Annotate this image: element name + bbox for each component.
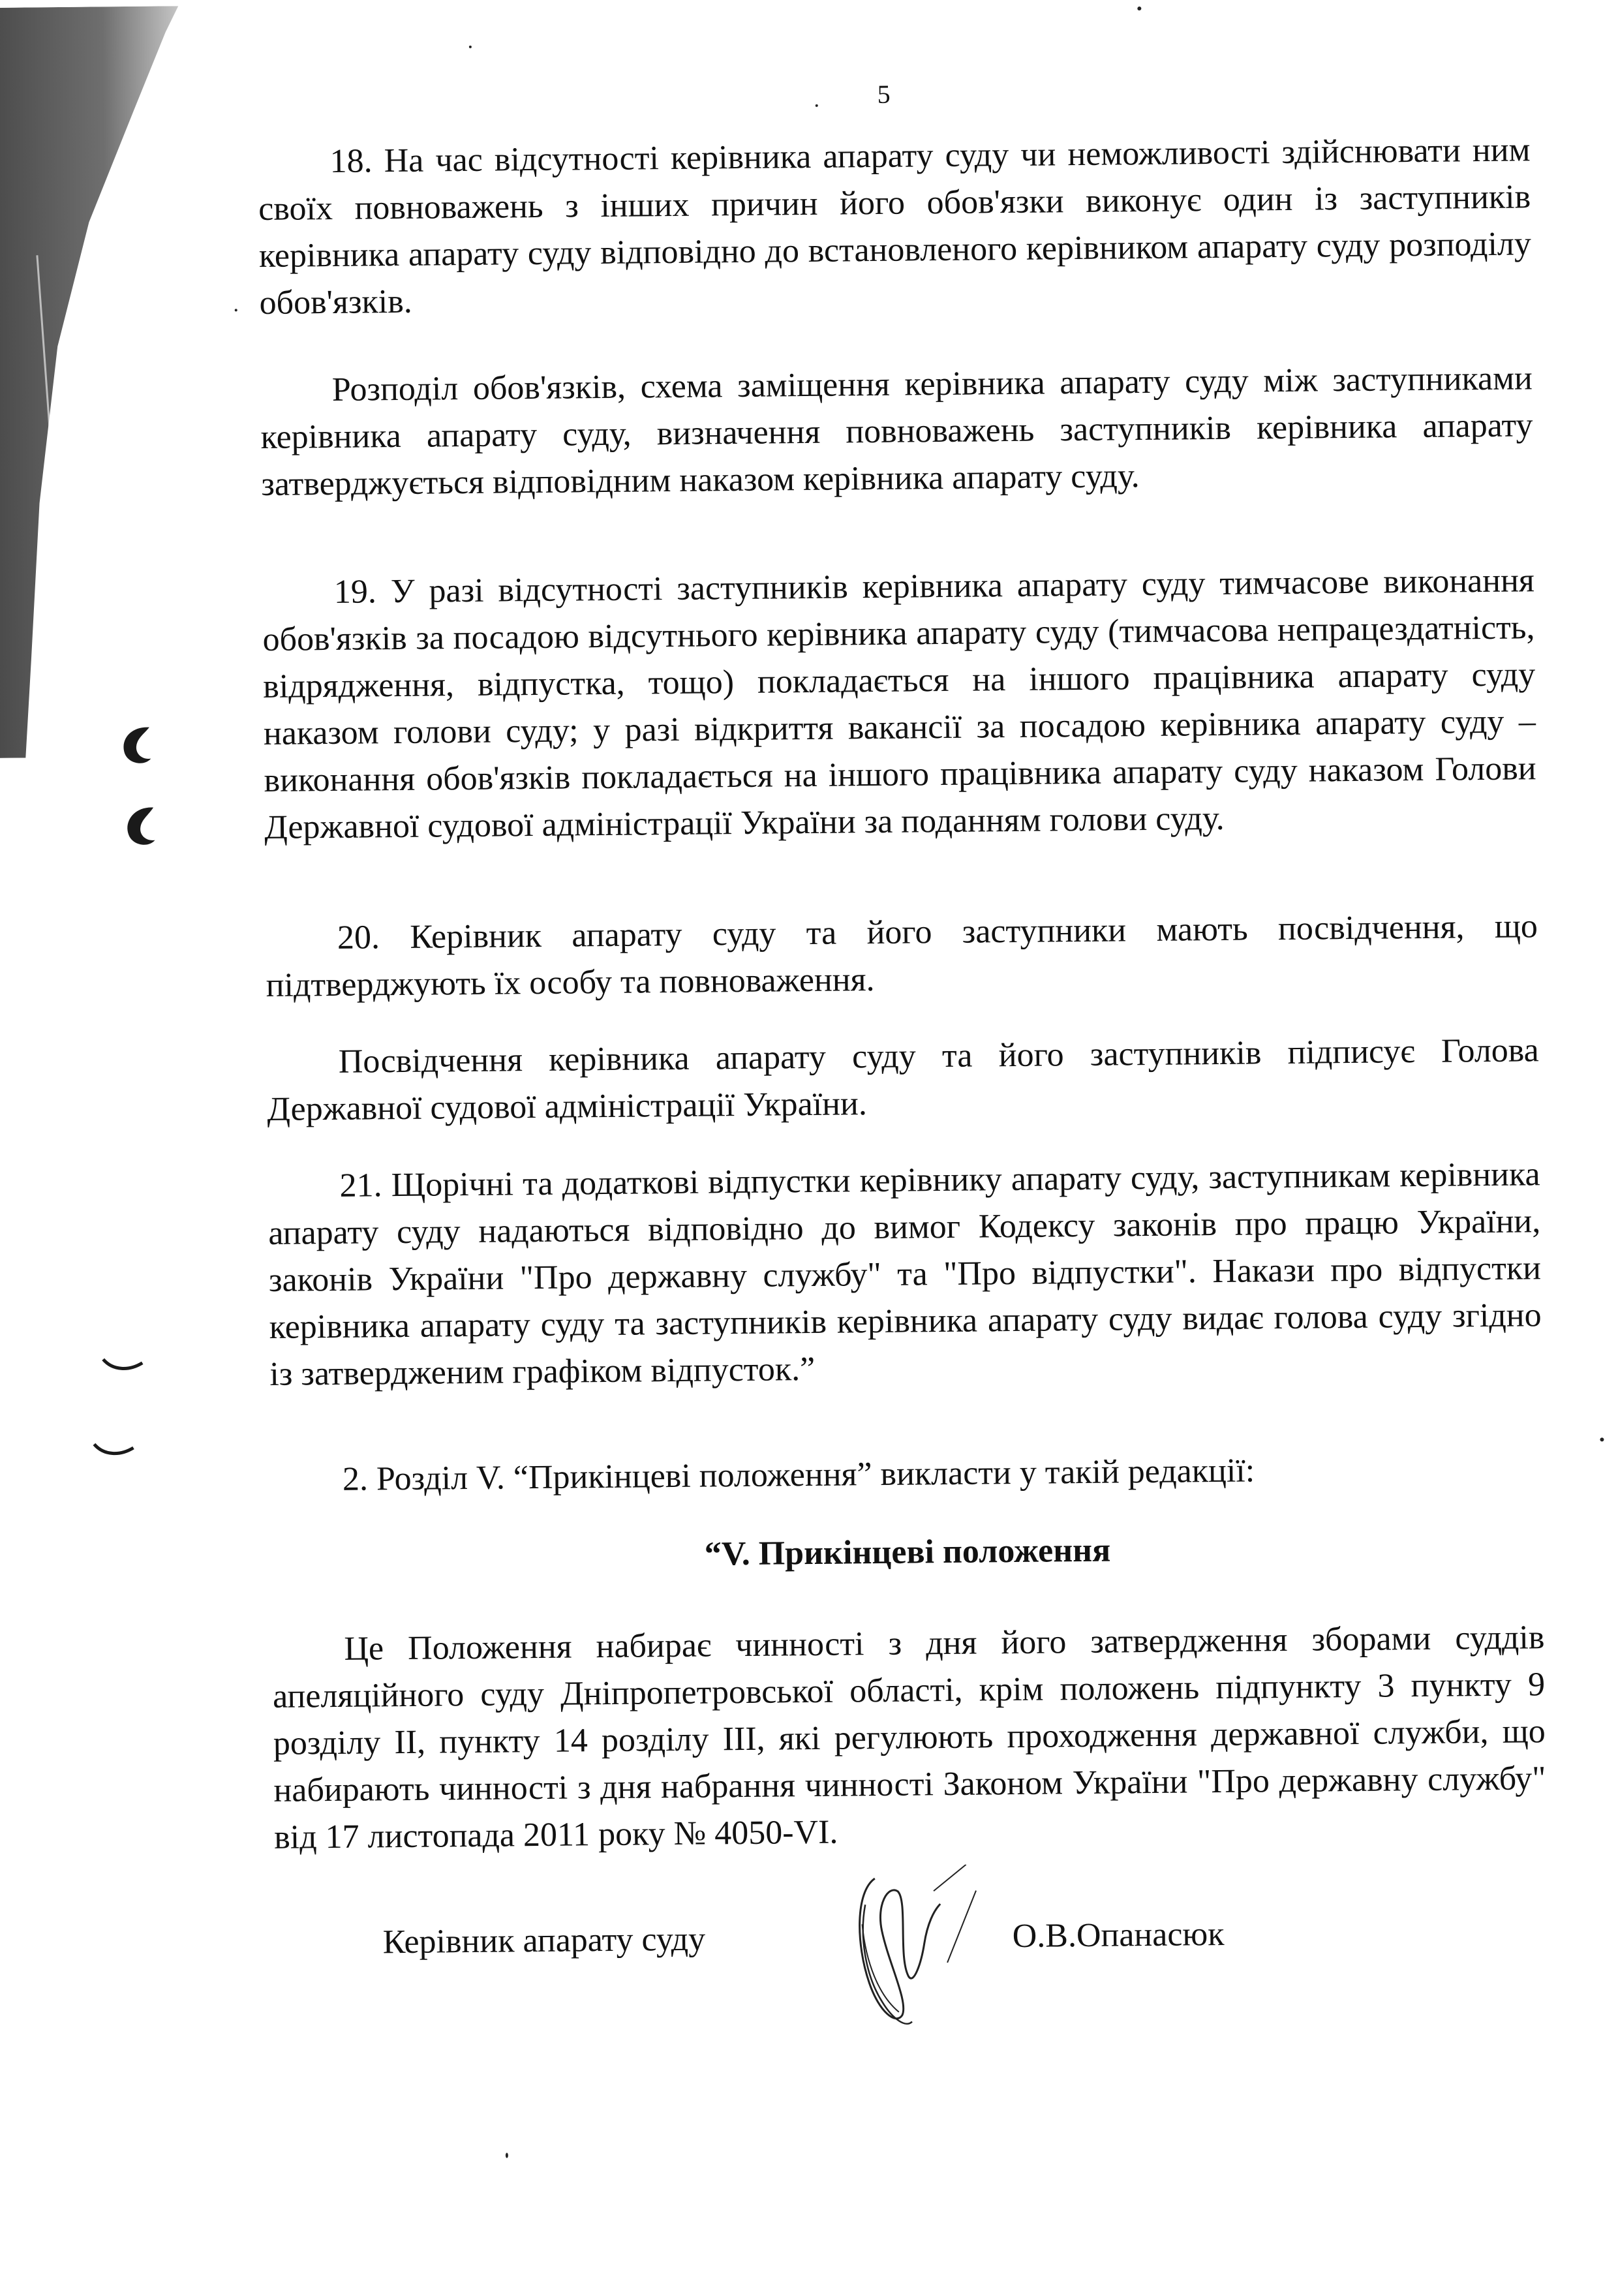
- scan-speck: [1600, 1437, 1604, 1441]
- scan-speck: [1137, 7, 1141, 10]
- signatory-name: О.В.Опанасюк: [1012, 1915, 1225, 1955]
- punch-hole-mark: [110, 720, 163, 773]
- paragraph-18-distribution: Розподіл обов'язків, схема заміщення керівника апарату суду між заступниками керівника апарату суду, визначення повноважень заступників керівника апарату затверджується відповідним наказом керівника апарату суду.: [260, 360, 1533, 504]
- handwritten-signature: [836, 1865, 981, 2049]
- page-number: 5: [877, 79, 891, 109]
- paragraph-21: 21. Щорічні та додаткові відпустки керівнику апарату суду, заступникам керівника апарату суду надаються відповідно до вимог Кодексу законів про працю України, законів України "Про державну службу" та "Про відпустки". Накази про відпустки керівника апарату суду та заступників керівника апарату суду видає голова суду згідно із затвердженим графіком відпусток.”: [268, 1156, 1542, 1393]
- paragraph-section-v-change: 2. Розділ V. “Прикінцеві положення” викласти у такій редакції:: [342, 1452, 1255, 1498]
- paragraph-20: 20. Керівник апарату суду та його заступники мають посвідчення, що підтверджують їх особу та повноваження.: [266, 908, 1538, 1004]
- scan-speck: [469, 46, 472, 48]
- section-heading: “V. Прикінцеві положення: [704, 1531, 1111, 1573]
- scan-speck: [506, 2152, 508, 2158]
- punch-hole-mark: [100, 1354, 145, 1374]
- paragraph-20-certificate: Посвідчення керівника апарату суду та його заступників підписує Голова Державної судової адміністрації України.: [267, 1032, 1539, 1128]
- punch-hole-mark: [91, 1439, 136, 1459]
- punch-hole-mark: [114, 802, 167, 855]
- signatory-title: Керівник апарату суду: [382, 1920, 706, 1961]
- paragraph-final-provisions: Це Положення набирає чинності з дня його затвердження зборами суддів апеляційного суду Дніпропетровської області, крім положень підпункту 3 пункту 9 розділу II, пункту 14 розділу III, які регулюють проходження державної служби, що набирають чинності з дня набрання чинності Законом України "Про державну службу" від 17 листопада 2011 року № 4050-VI.: [272, 1619, 1546, 1856]
- paragraph-18: 18. На час відсутності керівника апарату суду чи неможливості здійснювати ним своїх повноважень з інших причин його обов'язки виконує один із заступників керівника апарату суду відповідно до встановленого керівником апарату суду розподілу обов'язків.: [258, 131, 1532, 322]
- scan-speck: [235, 309, 237, 311]
- scan-speck: [816, 104, 818, 107]
- scan-edge-shadow: [0, 6, 192, 758]
- paragraph-19: 19. У разі відсутності заступників керівника апарату суду тимчасове виконання обов'язків за посадою відсутнього керівника апарату суду (тимчасова непрацездатність, відрядження, відпустка, тощо) покладається на іншого працівника апарату суду наказом голови суду; у разі відкриття вакансії за посадою керівника апарату суду – виконання обов'язків покладається на іншого працівника апарату суду наказом Голови Державної судової адміністрації України за поданням голови суду.: [262, 562, 1536, 846]
